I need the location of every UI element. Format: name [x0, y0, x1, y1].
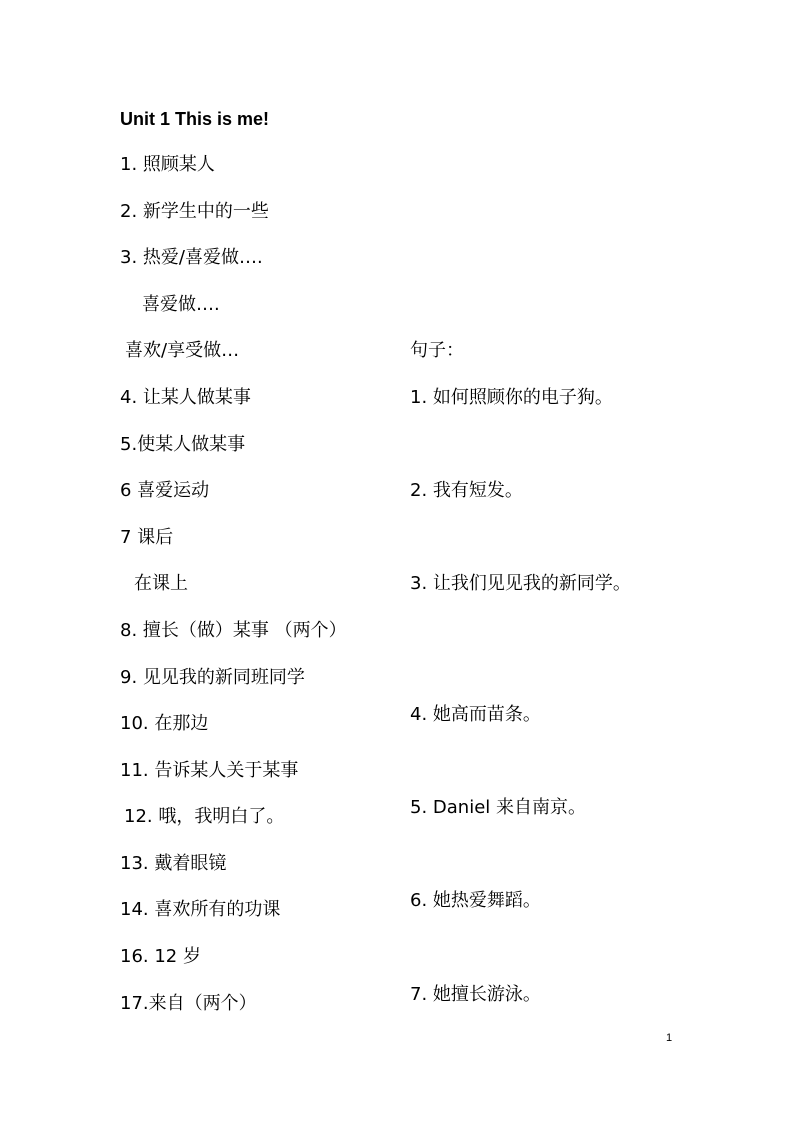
sentences-heading: 句子： — [410, 340, 464, 361]
sentence-item: 6. 她热爱舞蹈。 — [410, 890, 541, 911]
list-item: 10. 在那边 — [120, 713, 209, 734]
list-item: 5.使某人做某事 — [120, 434, 246, 455]
list-item: 1. 照顾某人 — [120, 154, 215, 175]
list-item: 16. 12 岁 — [120, 946, 201, 967]
list-item: 喜爱做…. — [142, 294, 220, 315]
list-item: 7 课后 — [120, 527, 174, 548]
sentence-item: 3. 让我们见见我的新同学。 — [410, 573, 631, 594]
sentence-item: 7. 她擅长游泳。 — [410, 984, 541, 1005]
sentence-item: 4. 她高而苗条。 — [410, 704, 541, 725]
list-item: 在课上 — [134, 573, 188, 594]
list-item: 13. 戴着眼镜 — [120, 853, 227, 874]
list-item: 6 喜爱运动 — [120, 480, 210, 501]
document-title: Unit 1 This is me! — [120, 109, 270, 129]
list-item: 2. 新学生中的一些 — [120, 201, 269, 222]
list-item: 3. 热爱/喜爱做…. — [120, 247, 263, 268]
list-item: 14. 喜欢所有的功课 — [120, 899, 281, 920]
list-item: 8. 擅长（做）某事 （两个） — [120, 620, 347, 641]
list-item: 17.来自（两个） — [120, 993, 257, 1014]
page-number: 1 — [666, 1032, 673, 1044]
sentence-item: 2. 我有短发。 — [410, 480, 523, 501]
sentence-item: 5. Daniel 来自南京。 — [410, 797, 586, 818]
sentence-item: 1. 如何照顾你的电子狗。 — [410, 387, 613, 408]
list-item: 11. 告诉某人关于某事 — [120, 760, 299, 781]
list-item: 12. 哦，我明白了。 — [124, 806, 285, 827]
list-item: 4. 让某人做某事 — [120, 387, 251, 408]
list-item: 9. 见见我的新同班同学 — [120, 667, 305, 688]
list-item: 喜欢/享受做… — [125, 340, 240, 361]
